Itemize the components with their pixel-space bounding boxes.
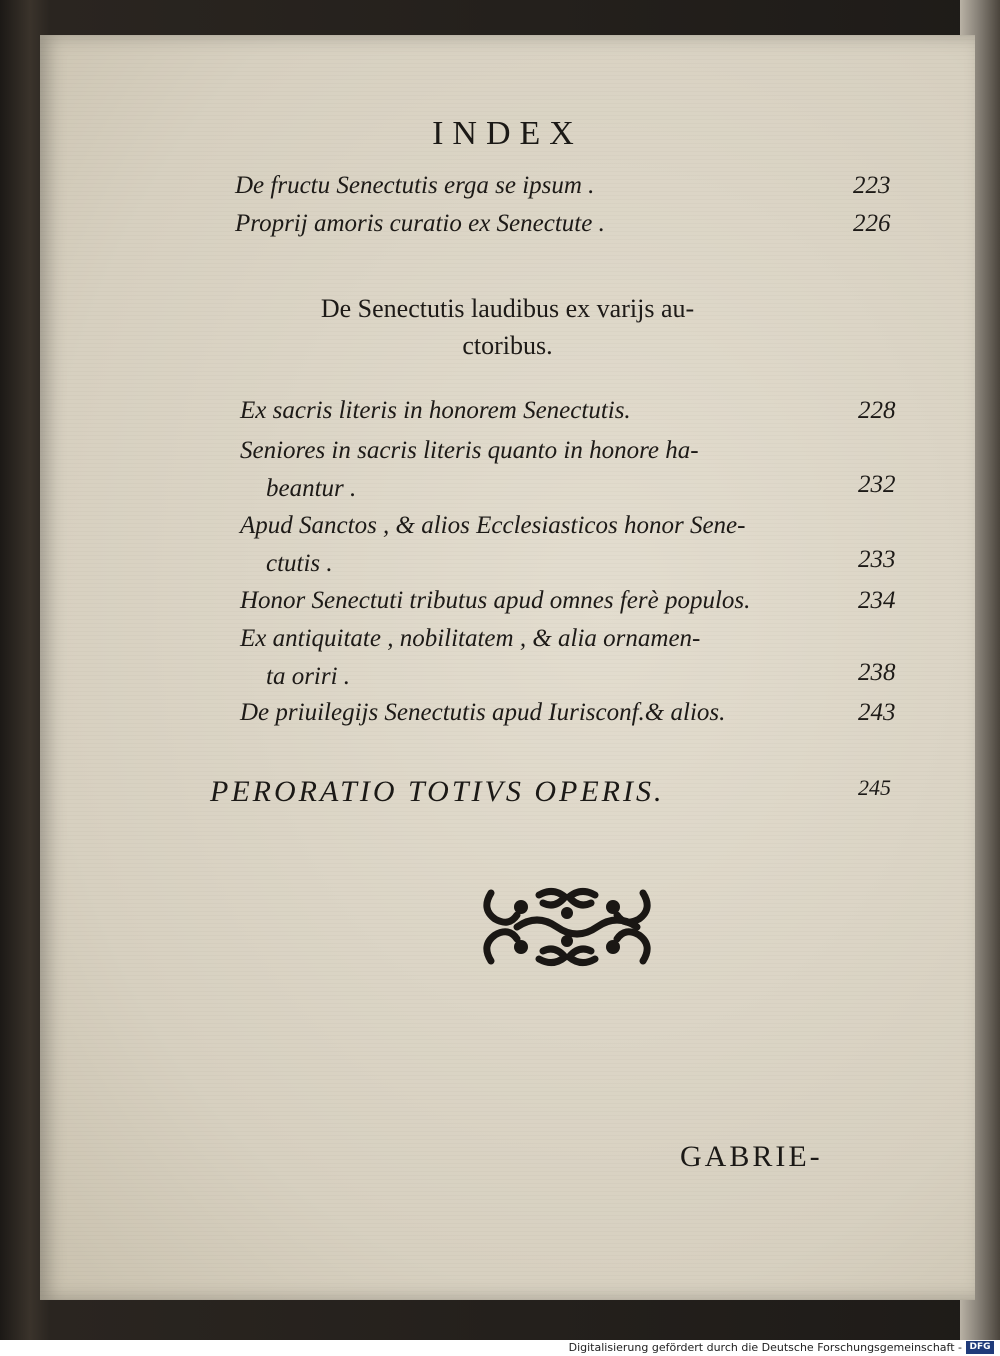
digitization-footer	[0, 1340, 1000, 1356]
entry-page-number: 233	[858, 546, 896, 573]
entry-text: Apud Sanctos , & alios Ecclesiasticos honor Sene-	[240, 512, 746, 539]
index-entry	[240, 625, 910, 697]
entry-page-number: 243	[858, 699, 896, 726]
entry-page-number: 234	[858, 587, 896, 614]
entry-text: Ex antiquitate , nobilitatem , & alia ornamen-	[240, 625, 701, 652]
entry-page-number: 226	[853, 210, 891, 237]
footer-credit: Digitalisierung gefördert durch die Deutsche Forschungsgemeinschaft -	[568, 1341, 962, 1354]
peroratio-heading: PERORATIO TOTIVS OPERIS.	[210, 775, 665, 808]
catchword: GABRIE-	[680, 1140, 823, 1173]
entry-page-number: 238	[858, 659, 896, 686]
entry-text: Honor Senectuti tributus apud omnes ferè populos.	[240, 587, 751, 614]
running-head: INDEX	[432, 115, 583, 152]
section-heading-line: ctoribus.	[462, 331, 553, 360]
entry-text: Ex sacris literis in honorem Senectutis.	[240, 397, 631, 424]
section-heading-line: De Senectutis laudibus ex varijs au-	[320, 294, 695, 323]
entry-text: Proprij amoris curatio ex Senectute .	[235, 210, 605, 237]
index-entry	[240, 437, 910, 509]
peroratio-page-number: 245	[858, 775, 891, 800]
printers-ornament	[477, 883, 657, 971]
index-entry	[240, 587, 910, 621]
entry-text-continuation: beantur .	[266, 475, 357, 502]
index-entry	[235, 172, 935, 204]
book-page	[40, 35, 975, 1300]
entry-text: Seniores in sacris literis quanto in honore ha-	[240, 437, 699, 464]
entry-text-continuation: ta oriri .	[266, 663, 351, 690]
entry-text: De priuilegijs Senectutis apud Iurisconf.& alios.	[240, 699, 726, 726]
entry-page-number: 223	[853, 172, 891, 199]
index-entry	[240, 699, 910, 733]
entry-text-continuation: ctutis .	[266, 550, 333, 577]
index-entry	[235, 210, 935, 242]
index-entry	[240, 512, 910, 584]
dfg-logo: DFG	[966, 1341, 994, 1354]
entry-page-number: 228	[858, 397, 896, 424]
entry-text: De fructu Senectutis erga se ipsum .	[235, 172, 595, 199]
index-entry	[240, 397, 910, 431]
entry-page-number: 232	[858, 471, 896, 498]
